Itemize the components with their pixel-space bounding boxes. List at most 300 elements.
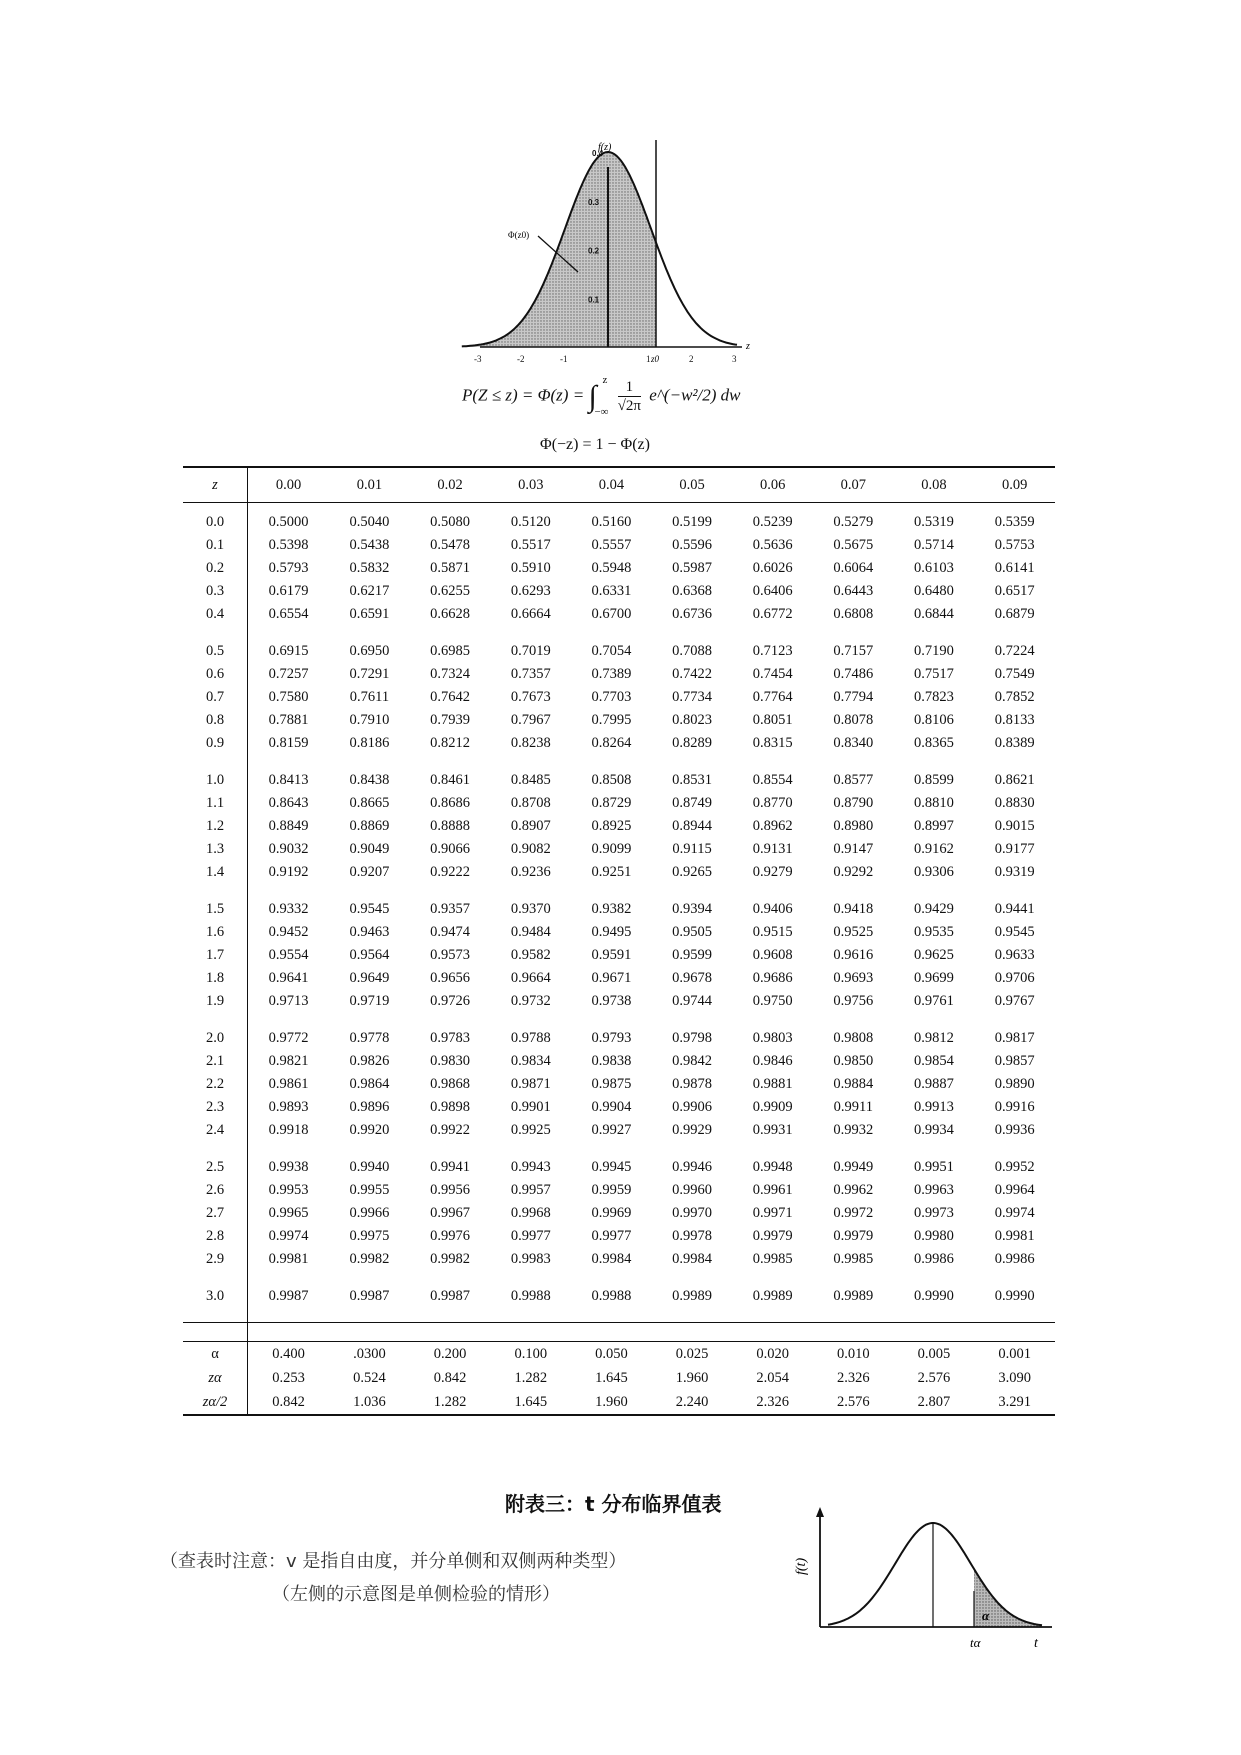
table-cell: 0.9564	[349, 947, 390, 963]
table-cell: 0.9192	[268, 864, 309, 880]
row-label: 0.0	[183, 511, 248, 534]
table-cell: 0.7157	[833, 643, 874, 659]
note-line-2: （左侧的示意图是单侧检验的情形）	[272, 1584, 560, 1605]
table-row	[183, 640, 1055, 663]
table-cell: 0.5557	[591, 537, 632, 553]
footer-row	[183, 1366, 1055, 1390]
table-cell	[571, 1013, 652, 1027]
table-cell: 0.524	[353, 1369, 386, 1386]
table-cell	[329, 1323, 410, 1342]
table-cell: 0.8554	[752, 772, 793, 788]
row-label: 0.4	[183, 603, 248, 626]
table-cell: 0.9918	[268, 1122, 309, 1138]
table-cell: 0.9803	[752, 1030, 793, 1046]
table-cell: 0.9979	[752, 1228, 793, 1244]
table-cell: 0.7517	[914, 666, 954, 682]
row-label	[183, 1013, 248, 1027]
table-cell: 0.9032	[268, 841, 309, 857]
table-cell: 0.8643	[268, 795, 309, 811]
table-cell: 0.8438	[349, 772, 390, 788]
table-cell	[894, 1271, 975, 1285]
table-cell: 0.020	[732, 1342, 813, 1367]
table-cell: 0.7019	[510, 643, 551, 659]
table-cell: 0.9279	[752, 864, 793, 880]
table-cell	[410, 1323, 491, 1342]
x-tick-label: -2	[517, 354, 525, 364]
row-label: 2.6	[183, 1179, 248, 1202]
table-cell: 0.6772	[752, 606, 793, 622]
table-cell	[248, 503, 330, 512]
table-row	[183, 557, 1055, 580]
table-cell: 0.8051	[752, 712, 793, 728]
table-cell: 0.9976	[430, 1228, 471, 1244]
table-cell: 0.9929	[672, 1122, 712, 1138]
row-label: 0.1	[183, 534, 248, 557]
t-x-axis-label: t	[1034, 1636, 1038, 1651]
header-col: 0.05	[652, 467, 733, 503]
table-cell	[490, 1142, 571, 1156]
table-cell: 0.9370	[510, 901, 551, 917]
table-cell: 0.7939	[430, 712, 471, 728]
table-row	[183, 663, 1055, 686]
table-cell: 0.9901	[510, 1099, 551, 1115]
table-cell: 0.8289	[672, 735, 712, 751]
table-cell: 0.9961	[752, 1182, 793, 1198]
row-label: 1.4	[183, 861, 248, 884]
table-cell: 0.9988	[510, 1288, 551, 1304]
table-cell: 0.9812	[914, 1030, 954, 1046]
table-cell: 0.9778	[349, 1030, 390, 1046]
table-cell: 2.240	[652, 1390, 733, 1415]
table-cell: 0.9977	[510, 1228, 551, 1244]
table-cell	[813, 1308, 894, 1323]
table-row	[183, 1027, 1055, 1050]
table-cell	[410, 884, 491, 898]
table-cell: 0.6443	[833, 583, 874, 599]
row-label: α	[183, 1342, 248, 1367]
table-cell: 1.645	[595, 1369, 628, 1386]
table-cell: 0.9535	[914, 924, 954, 940]
table-cell: 0.7794	[833, 689, 874, 705]
table-cell: 0.8212	[430, 735, 471, 751]
table-cell: 0.9861	[268, 1076, 309, 1092]
table-cell: 0.8686	[430, 795, 471, 811]
table-cell: 0.9913	[914, 1099, 954, 1115]
table-cell	[974, 884, 1055, 898]
table-cell: 0.9978	[672, 1228, 712, 1244]
table-cell: 0.9884	[833, 1076, 874, 1092]
table-cell	[732, 755, 813, 769]
table-cell: 0.9808	[833, 1030, 874, 1046]
table-cell: 0.6179	[268, 583, 309, 599]
table-cell: 0.5478	[430, 537, 471, 553]
table-cell: 0.5160	[591, 514, 632, 530]
fraction	[618, 378, 641, 415]
table-cell: 0.9909	[752, 1099, 793, 1115]
table-cell	[974, 1323, 1055, 1342]
table-cell: 0.9922	[430, 1122, 471, 1138]
header-col: 0.07	[813, 467, 894, 503]
table-cell: 0.8925	[591, 818, 632, 834]
row-label: 1.0	[183, 769, 248, 792]
header-col: 0.00	[248, 467, 330, 503]
table-cell: 0.9952	[994, 1159, 1035, 1175]
upper-limit: z	[602, 373, 608, 386]
table-cell	[248, 1142, 330, 1156]
table-cell: 2.326	[732, 1390, 813, 1415]
table-cell: 0.9515	[752, 924, 793, 940]
table-cell	[490, 1323, 571, 1342]
table-cell: 0.9582	[510, 947, 551, 963]
table-cell	[974, 1013, 1055, 1027]
table-cell: 0.8997	[914, 818, 954, 834]
table-cell: 1.036	[329, 1390, 410, 1415]
table-cell: 0.7486	[833, 666, 874, 682]
table-cell	[813, 1013, 894, 1027]
y-tick-label: 0.1	[588, 295, 600, 305]
table-cell: 0.9990	[994, 1288, 1035, 1304]
table-cell	[732, 1323, 813, 1342]
table-cell	[410, 1308, 491, 1323]
table-cell: 2.054	[756, 1369, 789, 1386]
table-cell: 0.842	[248, 1390, 330, 1415]
table-cell: 0.9545	[994, 924, 1035, 940]
table-cell: 0.8830	[994, 795, 1035, 811]
spacer-row	[183, 1323, 1055, 1342]
table-cell: 0.5120	[510, 514, 551, 530]
table-cell	[490, 503, 571, 512]
table-row	[183, 1156, 1055, 1179]
table-cell: 0.9857	[994, 1053, 1035, 1069]
row-label	[183, 1142, 248, 1156]
table-row	[183, 1050, 1055, 1073]
table-cell	[732, 1308, 813, 1323]
table-cell: 0.7257	[268, 666, 309, 682]
row-label	[183, 626, 248, 640]
row-label: 1.1	[183, 792, 248, 815]
t-critical-label: tα	[970, 1635, 981, 1650]
table-cell: 0.9251	[591, 864, 632, 880]
table-row	[183, 898, 1055, 921]
table-cell	[813, 1271, 894, 1285]
table-cell: 0.9222	[430, 864, 471, 880]
table-cell: 0.7549	[994, 666, 1035, 682]
table-cell: 0.9904	[591, 1099, 632, 1115]
table-cell: 0.9357	[430, 901, 471, 917]
table-cell: 0.9984	[591, 1251, 632, 1267]
spacer-row	[183, 1142, 1055, 1156]
table-cell: 0.9236	[510, 864, 551, 880]
table-cell	[410, 1013, 491, 1027]
table-cell: 0.9875	[591, 1076, 632, 1092]
table-cell: 0.9429	[914, 901, 954, 917]
table-row	[183, 1225, 1055, 1248]
table-cell: 0.7881	[268, 712, 309, 728]
table-row	[183, 967, 1055, 990]
table-cell: 0.9864	[349, 1076, 390, 1092]
z0-tick-label: z0	[651, 354, 660, 364]
table-cell: 0.9890	[994, 1076, 1035, 1092]
t-y-axis-arrow	[816, 1507, 824, 1517]
table-cell: 0.9099	[591, 841, 632, 857]
row-label: 0.2	[183, 557, 248, 580]
table-row	[183, 838, 1055, 861]
table-cell: 0.8315	[752, 735, 793, 751]
table-cell: 0.9474	[430, 924, 471, 940]
table-cell: 0.7703	[591, 689, 632, 705]
table-cell: 0.9798	[672, 1030, 712, 1046]
table-cell: 0.6480	[914, 583, 954, 599]
table-cell: 0.6331	[591, 583, 632, 599]
table-cell: 0.9979	[833, 1228, 874, 1244]
table-cell: 0.9948	[752, 1159, 793, 1175]
table-cell: 0.8621	[994, 772, 1035, 788]
table-cell: 0.9452	[268, 924, 309, 940]
table-cell: 0.9949	[833, 1159, 874, 1175]
table-cell: 0.9962	[833, 1182, 874, 1198]
y-tick-label: 0.3	[588, 197, 600, 207]
table-cell	[974, 626, 1055, 640]
row-label	[183, 503, 248, 512]
row-label: 2.2	[183, 1073, 248, 1096]
table-cell: 0.9989	[672, 1288, 712, 1304]
spacer-row	[183, 1013, 1055, 1027]
table-cell: 0.9974	[268, 1228, 309, 1244]
x-axis-label: z	[746, 341, 750, 352]
table-cell	[329, 1308, 410, 1323]
table-cell	[732, 503, 813, 512]
table-cell: 0.9953	[268, 1182, 309, 1198]
table-cell: 0.9982	[430, 1251, 471, 1267]
table-cell: 0.9772	[268, 1030, 309, 1046]
lower-limit: −∞	[594, 405, 609, 418]
table-cell: 0.7995	[591, 712, 632, 728]
table-cell: 0.7422	[672, 666, 712, 682]
table-row	[183, 792, 1055, 815]
table-cell: 0.5517	[510, 537, 551, 553]
table-cell: 0.9985	[752, 1251, 793, 1267]
table-cell: 0.9066	[430, 841, 471, 857]
table-cell: 0.9846	[752, 1053, 793, 1069]
table-cell: 0.8888	[430, 818, 471, 834]
table-cell: 0.6255	[430, 583, 471, 599]
table-cell: 0.9911	[833, 1099, 873, 1115]
table-cell	[248, 755, 330, 769]
table-cell	[652, 1323, 733, 1342]
table-cell: 0.5675	[833, 537, 874, 553]
table-cell: 0.8907	[510, 818, 551, 834]
table-cell: 0.7190	[914, 643, 954, 659]
row-label: 1.9	[183, 990, 248, 1013]
table-cell: 0.7910	[349, 712, 390, 728]
table-cell: 0.8023	[672, 712, 712, 728]
table-row	[183, 686, 1055, 709]
table-cell	[652, 1142, 733, 1156]
numerator: 1	[618, 378, 641, 397]
table-cell: 0.5948	[591, 560, 632, 576]
table-cell: 3.291	[974, 1390, 1055, 1415]
table-cell	[652, 626, 733, 640]
row-label: 2.7	[183, 1202, 248, 1225]
table-cell: 0.7291	[349, 666, 390, 682]
table-cell: 0.7088	[672, 643, 712, 659]
table-cell: 0.9049	[349, 841, 390, 857]
table-cell: 0.8461	[430, 772, 471, 788]
table-cell: 0.9525	[833, 924, 874, 940]
table-cell: 0.8365	[914, 735, 954, 751]
table-cell: 0.8790	[833, 795, 874, 811]
table-cell: 0.9934	[914, 1122, 954, 1138]
row-label: 2.8	[183, 1225, 248, 1248]
header-col: 0.09	[974, 467, 1055, 503]
table-cell: 0.9974	[994, 1205, 1035, 1221]
row-label: 0.8	[183, 709, 248, 732]
x-tick-label: -3	[474, 354, 482, 364]
table-cell: 0.010	[813, 1342, 894, 1367]
table-cell: 0.9987	[430, 1288, 471, 1304]
table-cell: 0.9984	[672, 1251, 712, 1267]
row-label: 1.5	[183, 898, 248, 921]
table-cell: 0.8944	[672, 818, 712, 834]
z-table	[183, 466, 1055, 1416]
table-cell: 0.9990	[914, 1288, 954, 1304]
table-cell: .0300	[329, 1342, 410, 1367]
row-label: 1.2	[183, 815, 248, 838]
spacer-row	[183, 1308, 1055, 1323]
table-cell: 0.9898	[430, 1099, 471, 1115]
table-cell: 1.282	[514, 1369, 548, 1386]
table-cell: 0.9989	[752, 1288, 793, 1304]
table-cell: 0.8810	[914, 795, 954, 811]
table-cell: 0.253	[272, 1369, 305, 1386]
row-label: 1.3	[183, 838, 248, 861]
table-cell: 0.8078	[833, 712, 874, 728]
table-cell	[248, 626, 330, 640]
header-col: 0.03	[490, 467, 571, 503]
table-cell: 0.9671	[591, 970, 632, 986]
table-cell: 0.9545	[349, 901, 390, 917]
table-cell: 0.5987	[672, 560, 712, 576]
table-cell: 0.9319	[994, 864, 1035, 880]
table-cell: 2.326	[837, 1369, 870, 1386]
table-cell	[490, 1308, 571, 1323]
table-cell: 0.6808	[833, 606, 874, 622]
table-cell	[813, 503, 894, 512]
table-cell: 0.9951	[914, 1159, 954, 1175]
table-cell: 0.9082	[510, 841, 551, 857]
table-cell: 0.9960	[672, 1182, 712, 1198]
table-cell: 0.9649	[349, 970, 390, 986]
table-cell: 0.9963	[914, 1182, 954, 1198]
table-cell: 0.8413	[268, 772, 309, 788]
table-cell: 0.9719	[349, 993, 390, 1009]
table-cell: 0.9641	[268, 970, 309, 986]
table-cell: 0.9969	[591, 1205, 632, 1221]
table-cell: 0.7642	[430, 689, 471, 705]
table-row	[183, 1285, 1055, 1308]
table-cell: 0.9573	[430, 947, 471, 963]
table-row	[183, 580, 1055, 603]
table-cell: 0.9495	[591, 924, 632, 940]
table-cell	[652, 1271, 733, 1285]
table-cell: 3.090	[998, 1369, 1031, 1386]
row-label	[183, 1271, 248, 1285]
table-cell: 0.9616	[833, 947, 874, 963]
table-cell: 0.9664	[510, 970, 551, 986]
header-col: 0.01	[329, 467, 410, 503]
table-cell: 0.9943	[510, 1159, 551, 1175]
table-row	[183, 1073, 1055, 1096]
table-cell: 0.6368	[672, 583, 712, 599]
table-cell: 0.9793	[591, 1030, 632, 1046]
row-label: 3.0	[183, 1285, 248, 1308]
row-label: 1.8	[183, 967, 248, 990]
table-cell: 0.9147	[833, 841, 874, 857]
row-label: 0.9	[183, 732, 248, 755]
table-cell: 0.7580	[268, 689, 309, 705]
table-cell: 0.200	[410, 1342, 491, 1367]
table-cell: 0.8186	[349, 735, 390, 751]
table-cell: 0.7673	[510, 689, 551, 705]
table-cell	[732, 1142, 813, 1156]
table-cell	[652, 1013, 733, 1027]
header-col: 0.02	[410, 467, 491, 503]
table-cell: 0.9418	[833, 901, 874, 917]
table-row	[183, 603, 1055, 626]
table-cell: 0.5753	[994, 537, 1035, 553]
row-label: 0.3	[183, 580, 248, 603]
table-cell: 0.8577	[833, 772, 874, 788]
table-cell	[732, 1013, 813, 1027]
spacer-row	[183, 755, 1055, 769]
table-cell: 0.9656	[430, 970, 471, 986]
integral-sign: ∫ z −∞	[588, 373, 609, 418]
table-cell	[974, 503, 1055, 512]
table-cell: 0.9945	[591, 1159, 632, 1175]
table-cell	[329, 626, 410, 640]
table-cell: 0.9265	[672, 864, 712, 880]
table-cell: 2.807	[894, 1390, 975, 1415]
table-cell: 0.6628	[430, 606, 471, 622]
table-cell: 0.9394	[672, 901, 712, 917]
table-cell: 0.5319	[914, 514, 954, 530]
table-cell: 0.9906	[672, 1099, 712, 1115]
table-cell	[652, 884, 733, 898]
table-row	[183, 709, 1055, 732]
table-cell	[571, 884, 652, 898]
table-cell	[894, 1142, 975, 1156]
spacer-row	[183, 1271, 1055, 1285]
table-cell	[329, 755, 410, 769]
symmetry-formula: Φ(−z) = 1 − Φ(z)	[540, 436, 650, 453]
table-cell	[813, 626, 894, 640]
table-cell: 0.9591	[591, 947, 632, 963]
table-cell: 0.9956	[430, 1182, 471, 1198]
row-label: 0.6	[183, 663, 248, 686]
table-cell: 0.8708	[510, 795, 551, 811]
table-cell: 0.9927	[591, 1122, 632, 1138]
table-cell: 0.9985	[833, 1251, 874, 1267]
table-cell: 1.960	[571, 1390, 652, 1415]
table-cell	[329, 503, 410, 512]
table-cell: 0.5398	[268, 537, 309, 553]
table-cell: 0.005	[894, 1342, 975, 1367]
section-title: 附表三：t 分布临界值表	[505, 1492, 722, 1516]
table-cell: 0.9955	[349, 1182, 390, 1198]
table-cell	[571, 503, 652, 512]
table-cell: 0.9115	[672, 841, 712, 857]
table-cell: 2.576	[917, 1369, 951, 1386]
